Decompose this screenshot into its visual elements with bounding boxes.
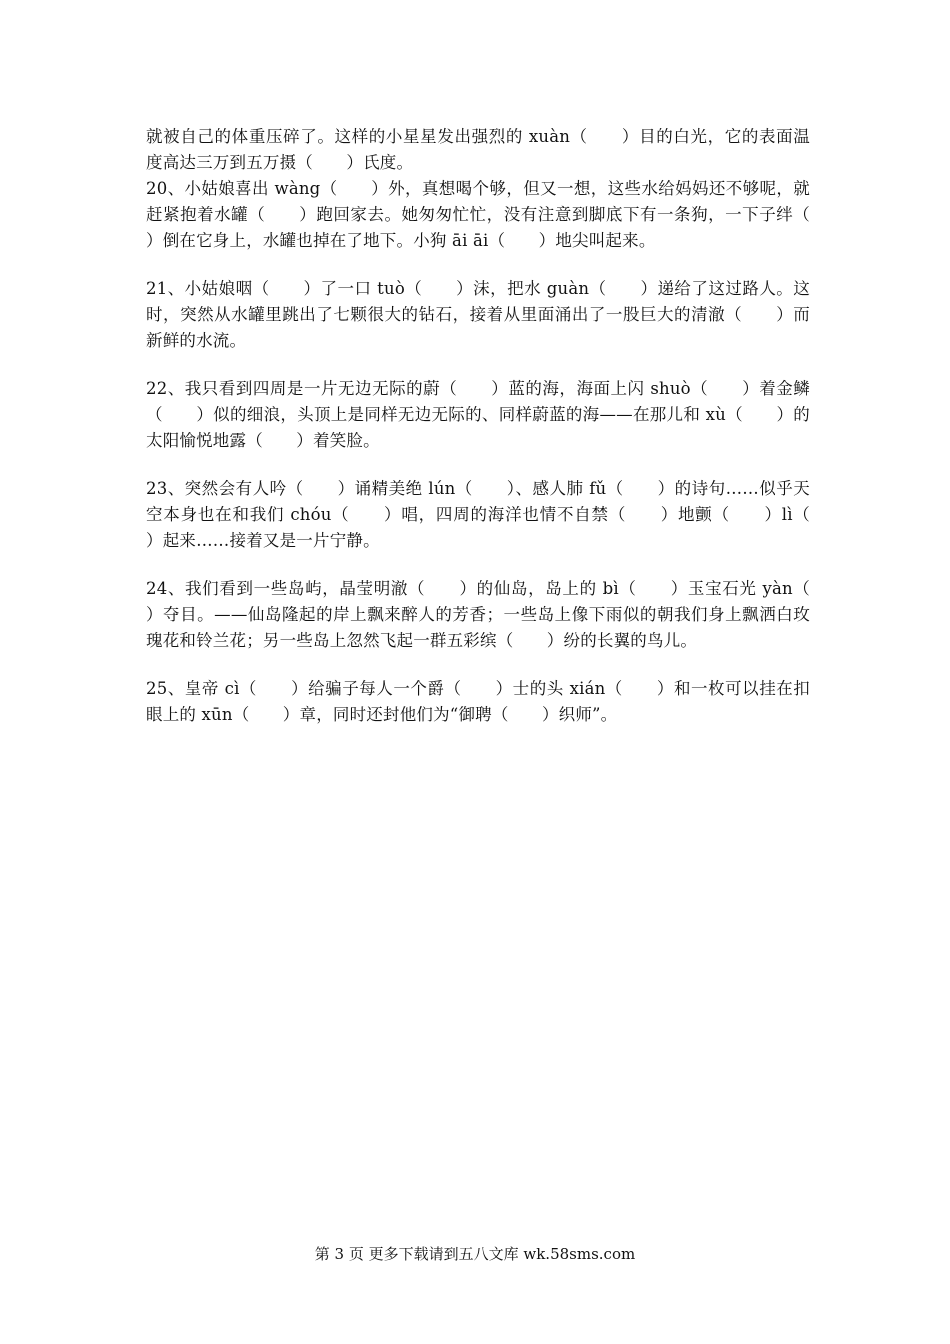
paragraph-20: 20、小姑娘喜出 wàng（ ）外，真想喝个够，但又一想，这些水给妈妈还不够呢，就赶紧抱着水罐（ ）跑回家去。她匆匆忙忙，没有注意到脚底下有一条狗，一下子绊（ ）倒在它身上，水罐也掉在了地下。小狗 āi āi（ ）地尖叫起来。 xyxy=(146,179,844,250)
paragraph-22: 22、我只看到四周是一片无边无际的蔚（ ）蓝的海，海面上闪 shuò（ ）着金鳞（ ）似的细浪，头顶上是同样无边无际的、同样蔚蓝的海——在那儿和 xù（ ）的太阳愉悦地露（ ）着笑脸。 xyxy=(146,379,810,450)
paragraph-23: 23、突然会有人吟（ ）诵精美绝 lún（ ）、感人肺 fǔ（ ）的诗句……似乎天空本身也在和我们 chóu（ ）唱，四周的海洋也情不自禁（ ）地颤（ ）lì（ ）起来……接着又是一片宁静。 xyxy=(146,479,844,550)
paragraph-24: 24、我们看到一些岛屿，晶莹明澈（ ）的仙岛，岛上的 bì（ ）玉宝石光 yàn（ ）夺目。——仙岛隆起的岸上飘来醉人的芳香；一些岛上像下雨似的朝我们身上飘洒白玫瑰花和铃兰花；另一些岛上忽然飞起一群五彩缤（ ）纷的长翼的鸟儿。 xyxy=(146,579,844,650)
document-body xyxy=(146,124,844,728)
paragraph-25: 25、皇帝 cì（ ）给骗子每人一个爵（ ）士的头 xián（ ）和一枚可以挂在扣眼上的 xūn（ ）章，同时还封他们为“御聘（ ）织师”。 xyxy=(146,679,810,724)
paragraph-21: 21、小姑娘咽（ ）了一口 tuò（ ）沫，把水 guàn（ ）递给了这过路人。这时，突然从水罐里跳出了七颗很大的钻石，接着从里面涌出了一股巨大的清澈（ ）而新鲜的水流。 xyxy=(146,279,810,350)
paragraph-19-continued: 就被自己的体重压碎了。这样的小星星发出强烈的 xuàn（ ）目的白光，它的表面温度高达三万到五万摄（ ）氏度。 xyxy=(146,127,810,172)
page-footer: 第 3 页 更多下载请到五八文库 wk.58sms.com xyxy=(314,1245,636,1263)
